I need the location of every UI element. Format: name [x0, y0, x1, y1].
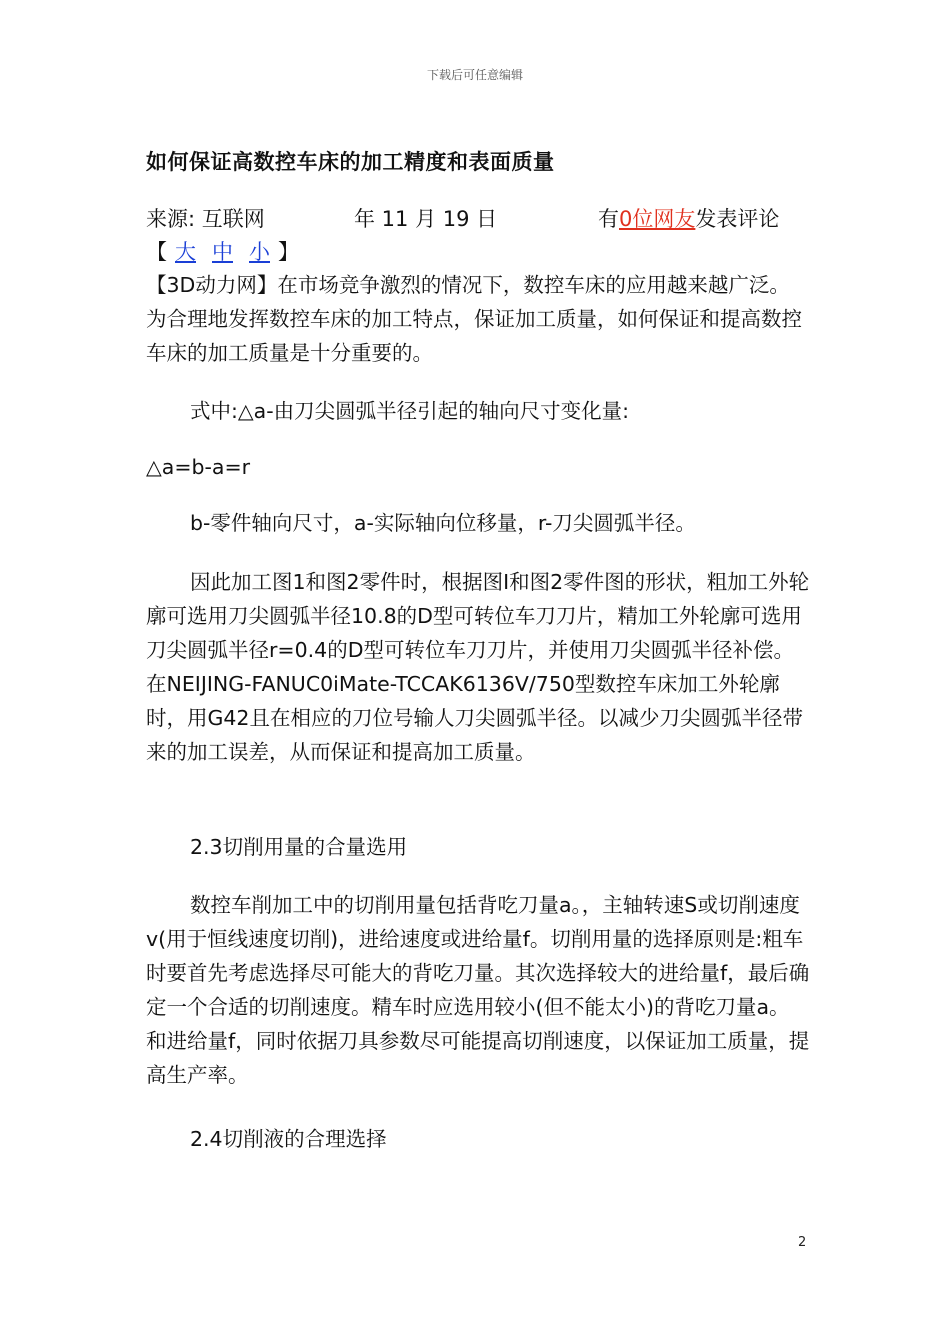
body-paragraph-cutting-parameters: 数控车削加工中的切削用量包括背吃刀量a。，主轴转速S或切削速度v(用于恒线速度切削)，进给速度或进给量f。切削用量的选择原则是:粗车时要首先考虑选择尽可能大的背吃刀量。其次选择较大的进给量f，最后确定一个合适的切削速度。精车时应选用较小(但不能太小)的背吃刀量a。和进给量f，同时依据刀具参数尽可能提高切削速度，以保证加工质量，提高生产率。 [146, 893, 810, 1087]
formula-line: △a=b-a=r [146, 455, 251, 479]
page-header-note: 下载后可任意编辑 [426, 68, 523, 82]
font-size-selector [146, 236, 299, 266]
intro-paragraph: 【3D动力网】在市场竞争激烈的情况下，数控车床的应用越来越广泛。为合理地发挥数控车床的加工特点，保证加工质量，如何保证和提高数控车床的加工质量是十分重要的。 [146, 273, 802, 365]
comment-suffix: 发表评论 [695, 207, 780, 231]
variable-definitions: b-零件轴向尺寸，a-实际轴向位移量，r-刀尖圆弧半径。 [190, 511, 696, 535]
size-bracket-open: 【 [146, 240, 167, 264]
font-size-large-link[interactable]: 大 [175, 240, 196, 264]
size-bracket-close: 】 [278, 240, 299, 264]
article-date: 年 11 月 19 日 [354, 207, 498, 231]
section-heading-2-3: 2.3切削用量的合量选用 [190, 835, 408, 859]
formula-description: 式中:△a-由刀尖圆弧半径引起的轴向尺寸变化量: [190, 399, 630, 423]
section-heading-2-4: 2.4切削液的合理选择 [190, 1127, 387, 1151]
comment-info [598, 203, 779, 233]
font-size-small-link[interactable]: 小 [249, 240, 270, 264]
article-source: 来源: 互联网 [146, 207, 265, 231]
body-paragraph-tool-radius: 因此加工图1和图2零件时，根据图I和图2零件图的形状，粗加工外轮廓可选用刀尖圆弧半径10.8的D型可转位车刀刀片，精加工外轮廓可选用刀尖圆弧半径r=0.4的D型可转位车刀刀片，并使用刀尖圆弧半径补偿。在NEIJING-FANUC0iMate-TCCAK6136V/750型数控车床加工外轮廓时，用G42且在相应的刀位号输人刀尖圆弧半径。以减少刀尖圆弧半径带来的加工误差，从而保证和提高加工质量。 [146, 570, 810, 764]
comment-prefix: 有 [598, 207, 619, 231]
comment-count-link[interactable]: 0位网友 [619, 207, 696, 231]
page-number: 2 [798, 1235, 807, 1250]
font-size-medium-link[interactable]: 中 [212, 240, 233, 264]
article-title: 如何保证高数控车床的加工精度和表面质量 [146, 150, 555, 174]
